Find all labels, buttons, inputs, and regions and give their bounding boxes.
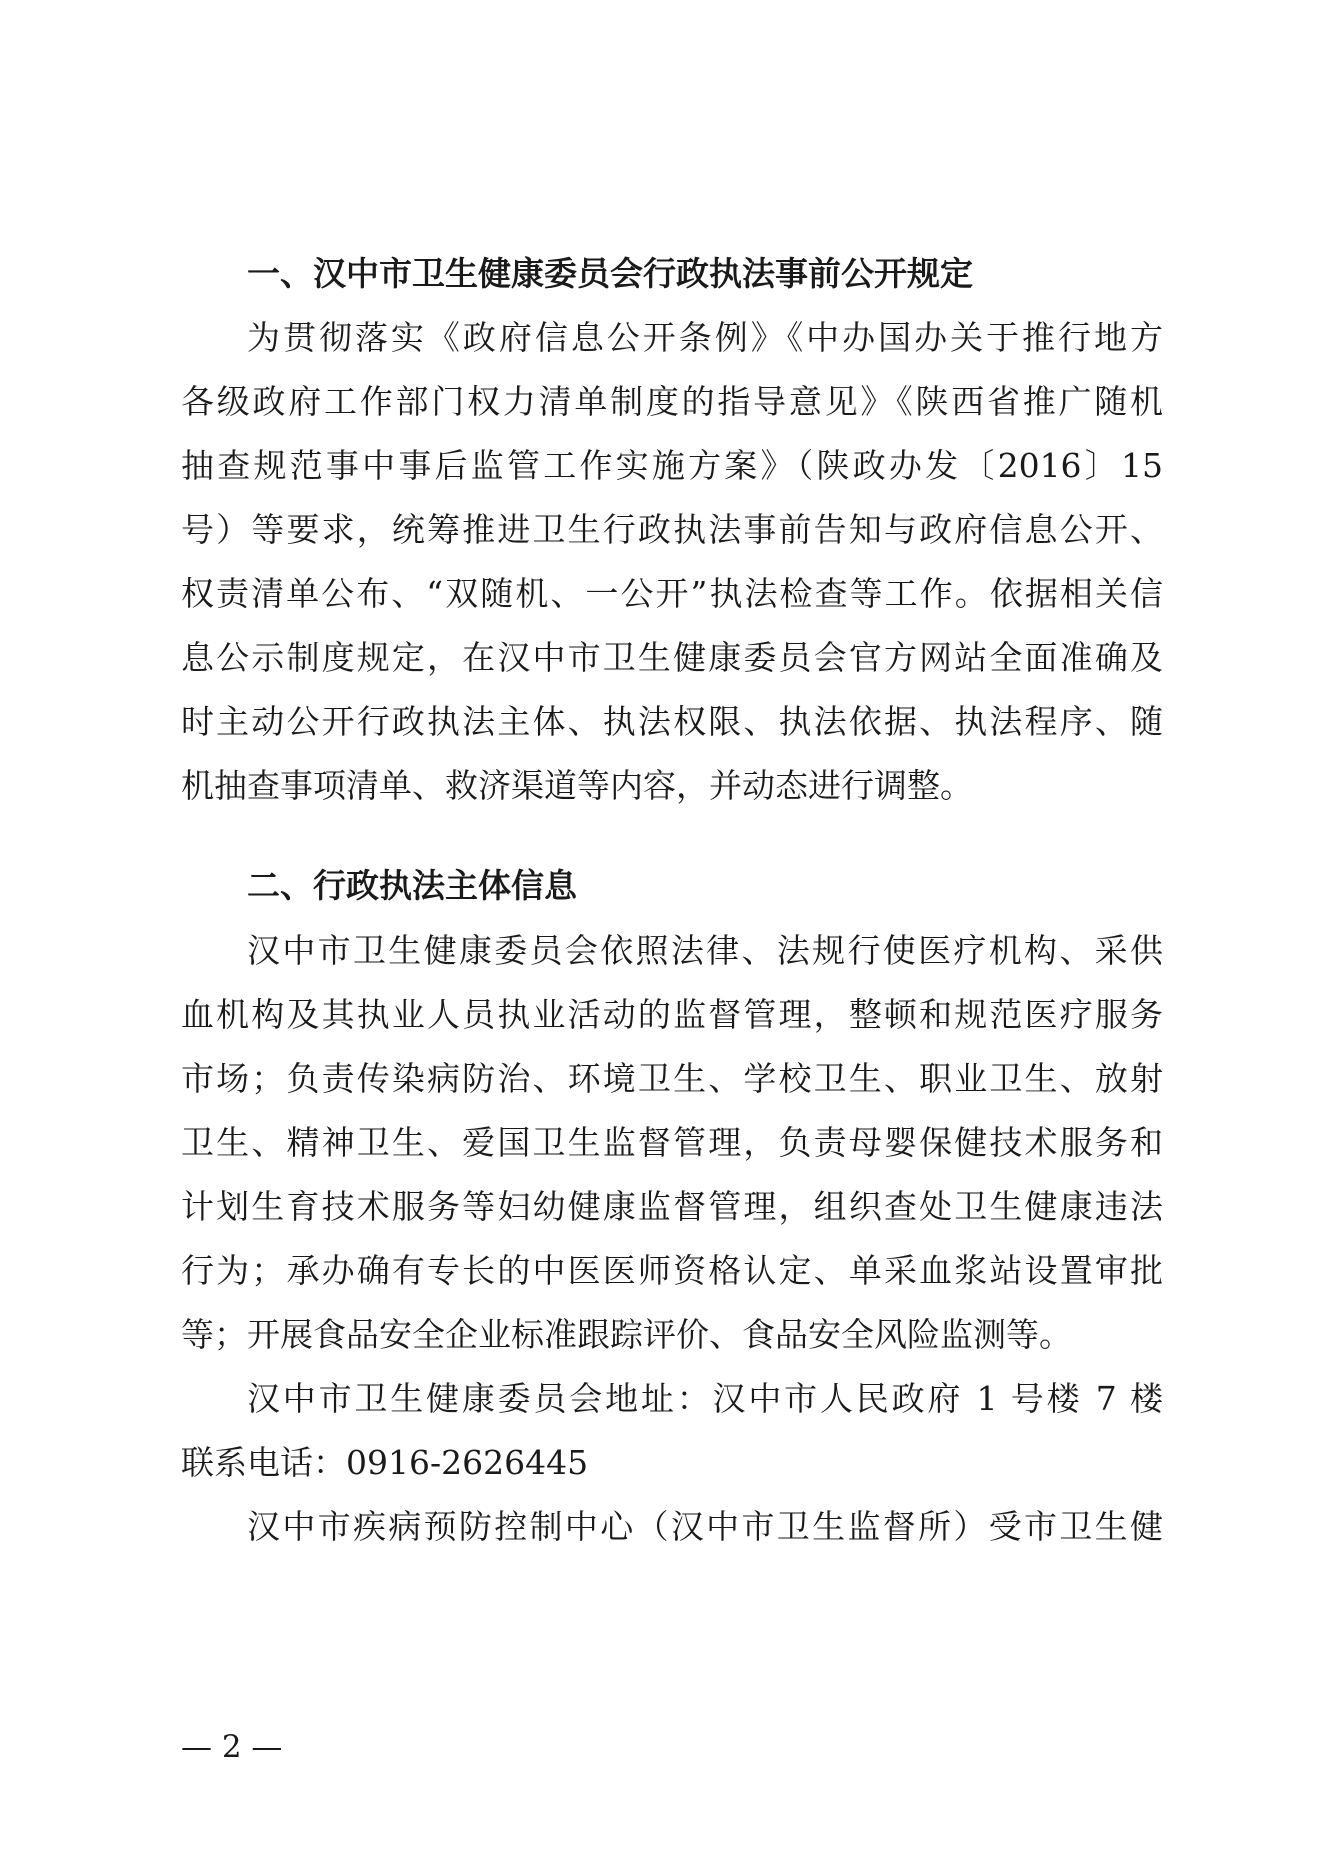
section-heading-1: 一、汉中市卫生健康委员会行政执法事前公开规定 [247, 254, 973, 293]
paragraph-line: 等；开展食品安全企业标准跟踪评价、食品安全风险监测等。 [181, 1315, 1072, 1354]
paragraph-line: 市场；负责传染病防治、环境卫生、学校卫生、职业卫生、放射 [181, 1059, 1163, 1098]
address-line: 汉中市卫生健康委员会地址：汉中市人民政府 1 号楼 7 楼 [247, 1379, 1163, 1418]
paragraph-line: 抽查规范事中事后监管工作实施方案》（陕政办发〔2016〕15 [181, 446, 1163, 485]
paragraph-line: 汉中市卫生健康委员会依照法律、法规行使医疗机构、采供 [247, 931, 1163, 970]
paragraph-line: 卫生、精神卫生、爱国卫生监督管理，负责母婴保健技术服务和 [181, 1123, 1163, 1162]
paragraph-line: 为贯彻落实《政府信息公开条例》《中办国办关于推行地方 [247, 318, 1163, 357]
page-number: — 2 — [181, 1729, 283, 1765]
paragraph-line: 行为；承办确有专长的中医医师资格认定、单采血浆站设置审批 [181, 1251, 1163, 1290]
paragraph-line: 血机构及其执业人员执业活动的监督管理，整顿和规范医疗服务 [181, 995, 1163, 1034]
paragraph-line: 时主动公开行政执法主体、执法权限、执法依据、执法程序、随 [181, 702, 1163, 741]
paragraph-line: 号）等要求，统筹推进卫生行政执法事前告知与政府信息公开、 [181, 510, 1163, 549]
paragraph-line: 各级政府工作部门权力清单制度的指导意见》《陕西省推广随机 [181, 382, 1163, 421]
paragraph-line: 汉中市疾病预防控制中心（汉中市卫生监督所）受市卫生健 [247, 1507, 1163, 1546]
paragraph-line: 计划生育技术服务等妇幼健康监督管理，组织查处卫生健康违法 [181, 1187, 1163, 1226]
section-heading-2: 二、行政执法主体信息 [247, 866, 577, 905]
paragraph-line: 息公示制度规定，在汉中市卫生健康委员会官方网站全面准确及 [181, 638, 1163, 677]
paragraph-line: 机抽查事项清单、救济渠道等内容，并动态进行调整。 [181, 766, 973, 805]
paragraph-line: 权责清单公布、“双随机、一公开”执法检查等工作。依据相关信 [181, 574, 1163, 613]
phone-line: 联系电话：0916-2626445 [181, 1443, 589, 1482]
